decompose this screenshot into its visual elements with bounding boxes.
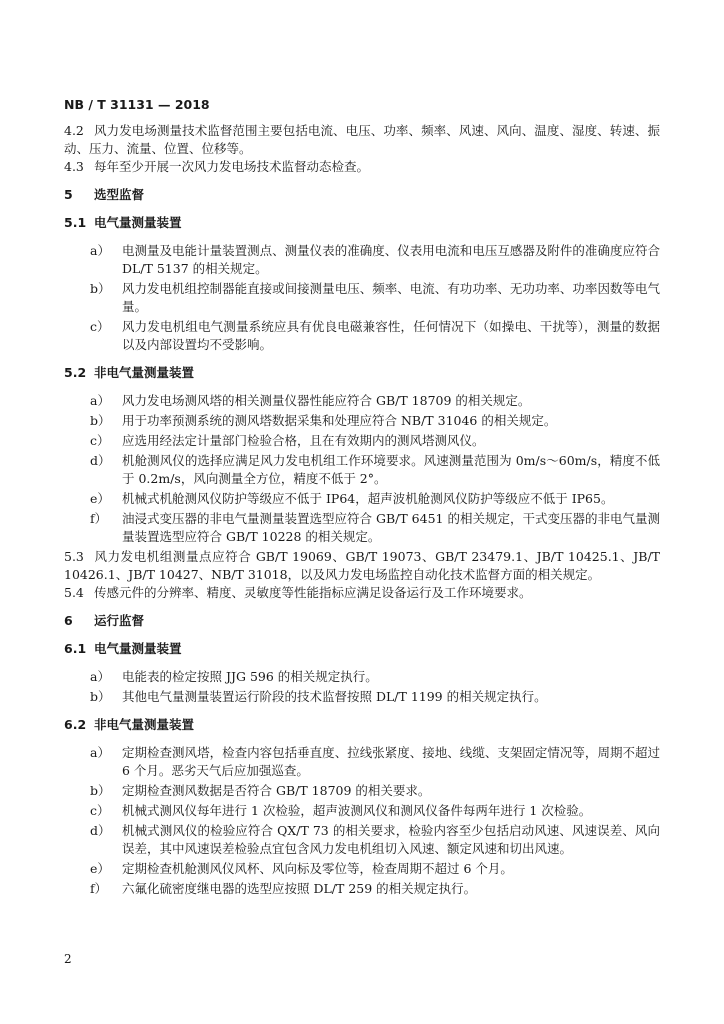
item-mark: b）	[90, 281, 111, 296]
list-6-1	[64, 668, 660, 706]
item-text: 定期检查测风数据是否符合 GB/T 18709 的相关要求。	[122, 783, 431, 798]
section-title: 非电气量测量装置	[94, 717, 195, 732]
item-text: 电能表的检定按照 JJG 596 的相关规定执行。	[122, 669, 378, 684]
clause-4-2	[64, 122, 660, 158]
section-5-heading	[64, 186, 660, 204]
item-mark: e）	[90, 491, 110, 506]
list-item	[64, 688, 660, 706]
section-6-heading	[64, 612, 660, 630]
item-text: 机械式测风仪的检验应符合 QX/T 73 的相关要求，检验内容至少包括启动风速、风速误差、风向误差，其中风速误差检验点宜包含风力发电机组切入风速、额定风速和切出风速。	[122, 823, 660, 856]
item-mark: f）	[90, 881, 108, 896]
section-title: 选型监督	[94, 187, 145, 202]
clause-number: 4.2	[64, 123, 84, 138]
clause-number: 5.4	[64, 585, 84, 600]
page-number: 2	[64, 952, 72, 966]
clause-text: 传感元件的分辨率、精度、灵敏度等性能指标应满足设备运行及工作环境要求。	[94, 585, 532, 600]
list-6-2	[64, 744, 660, 898]
clause-text: 每年至少开展一次风力发电场技术监督动态检查。	[94, 159, 370, 174]
list-item	[64, 280, 660, 316]
item-mark: b）	[90, 783, 111, 798]
section-title: 电气量测量装置	[94, 215, 182, 230]
item-mark: c）	[90, 803, 110, 818]
item-text: 机舱测风仪的选择应满足风力发电机组工作环境要求。风速测量范围为 0m/s～60m/s，精度不低于 0.2m/s，风向测量全方位，精度不低于 2°。	[122, 453, 660, 486]
item-text: 机械式测风仪每年进行 1 次检验，超声波测风仪和测风仪备件每两年进行 1 次检验。	[122, 803, 592, 818]
item-text: 机械式机舱测风仪防护等级应不低于 IP64，超声波机舱测风仪防护等级应不低于 IP65。	[122, 491, 614, 506]
section-number: 5.2	[64, 365, 87, 380]
item-text: 定期检查机舱测风仪风杯、风向标及零位等，检查周期不超过 6 个月。	[122, 861, 513, 876]
item-text: 风力发电场测风塔的相关测量仪器性能应符合 GB/T 18709 的相关规定。	[122, 393, 531, 408]
item-text: 六氟化硫密度继电器的选型应按照 DL/T 259 的相关规定执行。	[122, 881, 477, 896]
section-number: 6.2	[64, 717, 87, 732]
section-title: 电气量测量装置	[94, 641, 182, 656]
clause-text: 风力发电机组测量点应符合 GB/T 19069、GB/T 19073、GB/T 23479.1、JB/T 10425.1、JB/T 10426.1、JB/T 10427、NB/T 31018，以及风力发电场监控自动化技术监督方面的相关规定。	[64, 549, 660, 582]
item-mark: b）	[90, 413, 111, 428]
item-mark: b）	[90, 689, 111, 704]
section-number: 6	[64, 613, 73, 628]
standard-code-header: NB / T 31131 — 2018	[64, 97, 210, 112]
item-text: 其他电气量测量装置运行阶段的技术监督按照 DL/T 1199 的相关规定执行。	[122, 689, 547, 704]
item-mark: d）	[90, 823, 111, 838]
clause-text: 风力发电场测量技术监督范围主要包括电流、电压、功率、频率、风速、风向、温度、湿度、转速、振动、压力、流量、位置、位移等。	[64, 123, 660, 156]
list-item	[64, 744, 660, 780]
list-item	[64, 392, 660, 410]
section-number: 6.1	[64, 641, 87, 656]
list-item	[64, 822, 660, 858]
section-6-2-heading	[64, 716, 660, 734]
section-title: 运行监督	[94, 613, 145, 628]
item-mark: d）	[90, 453, 111, 468]
section-5-1-heading	[64, 214, 660, 232]
section-6-1-heading	[64, 640, 660, 658]
list-item	[64, 782, 660, 800]
section-number: 5	[64, 187, 73, 202]
item-mark: c）	[90, 433, 110, 448]
item-mark: e）	[90, 861, 110, 876]
clause-4-3	[64, 158, 660, 176]
clause-5-4	[64, 584, 660, 602]
list-item	[64, 432, 660, 450]
item-text: 用于功率预测系统的测风塔数据采集和处理应符合 NB/T 31046 的相关规定。	[122, 413, 557, 428]
clause-number: 4.3	[64, 159, 84, 174]
item-mark: a）	[90, 393, 110, 408]
section-number: 5.1	[64, 215, 87, 230]
list-item	[64, 318, 660, 354]
item-mark: f）	[90, 511, 108, 526]
item-mark: a）	[90, 243, 110, 258]
list-item	[64, 242, 660, 278]
item-text: 电测量及电能计量装置测点、测量仪表的准确度、仪表用电流和电压互感器及附件的准确度应符合 DL/T 5137 的相关规定。	[122, 243, 660, 276]
list-5-1	[64, 242, 660, 354]
item-mark: c）	[90, 319, 110, 334]
item-text: 定期检查测风塔，检查内容包括垂直度、拉线张紧度、接地、线缆、支架固定情况等，周期不超过 6 个月。恶劣天气后应加强巡查。	[122, 745, 660, 778]
item-text: 油浸式变压器的非电气量测量装置选型应符合 GB/T 6451 的相关规定，干式变压器的非电气量测量装置选型应符合 GB/T 10228 的相关规定。	[122, 511, 660, 544]
list-item	[64, 452, 660, 488]
clause-5-3	[64, 548, 660, 584]
list-item	[64, 880, 660, 898]
item-text: 应选用经法定计量部门检验合格，且在有效期内的测风塔测风仪。	[122, 433, 485, 448]
list-item	[64, 490, 660, 508]
list-item	[64, 802, 660, 820]
list-item	[64, 860, 660, 878]
section-5-2-heading	[64, 364, 660, 382]
item-mark: a）	[90, 669, 110, 684]
list-5-2	[64, 392, 660, 546]
list-item	[64, 510, 660, 546]
document-page	[64, 96, 660, 900]
item-text: 风力发电机组控制器能直接或间接测量电压、频率、电流、有功功率、无功功率、功率因数等电气量。	[122, 281, 660, 314]
item-mark: a）	[90, 745, 110, 760]
section-title: 非电气量测量装置	[94, 365, 195, 380]
list-item	[64, 668, 660, 686]
clause-number: 5.3	[64, 549, 84, 564]
list-item	[64, 412, 660, 430]
item-text: 风力发电机组电气测量系统应具有优良电磁兼容性，任何情况下（如操电、干扰等），测量的数据以及内部设置均不受影响。	[122, 319, 660, 352]
